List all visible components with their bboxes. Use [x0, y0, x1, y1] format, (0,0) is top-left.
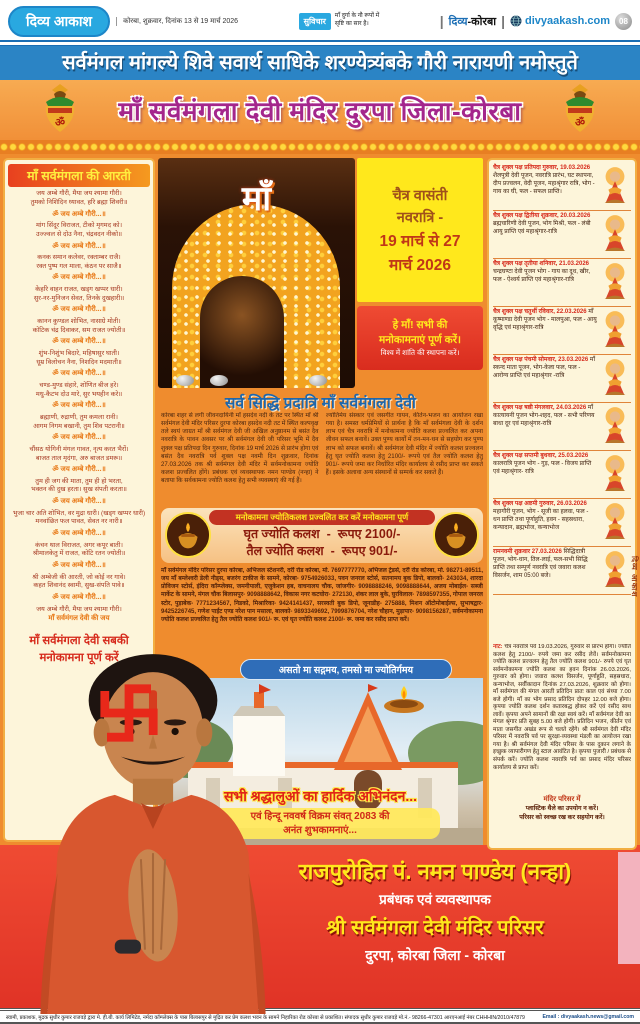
wish-line3: अनंत शुभकामनाएं... [283, 824, 357, 836]
navratri-date: 19 मार्च से 27 [379, 233, 461, 250]
offer-band: मनोकामना ज्योतिकलश प्रज्वलित कर करें मनोकामना पूर्ण [209, 510, 435, 525]
verse-line: ब्रह्माणी, रुद्राणी, तुम कमला रानी। [40, 413, 118, 421]
swastika-symbol [96, 680, 162, 751]
aarti-verse [8, 286, 150, 315]
temple-place: दुरपा, कोरबा जिला - कोरबा [365, 947, 505, 963]
edition-prefix: दिव्य [448, 15, 468, 28]
verse-line: कनक समान कलेवर, रक्ताम्बर राजै। [37, 253, 121, 261]
price-separator: - [326, 527, 331, 541]
verse-line: शुंभ-निशुंभ बिदारे, महिषासुर घाती। [38, 349, 120, 357]
note-paragraph [493, 644, 631, 792]
schedule-detail: माँ स्कन्द माता पूजन, भोग-केला फल, फल - आरोग्य प्राप्ति एवं महाश्रृंगार -रात्रि [493, 357, 596, 379]
schedule-day [493, 211, 631, 259]
schedule-date: चैत्र शुक्ल पक्ष चतुर्थी रविवार, 22.03.2026 [493, 309, 587, 315]
verse-line: मांग सिंदूर विराजत, टीको मृगमद को। [35, 221, 123, 229]
verse-line: केहरि वाहन राजत, खड्ग खप्पर धारी। [35, 285, 123, 293]
wish-line: मनोकामनाएं पूर्ण करें। [379, 334, 461, 346]
deity-illustration [599, 261, 631, 303]
newspaper-logo: दिव्य आकाश [8, 6, 110, 37]
blessing-line1: माँ सर्वमंगला देवी सबकी [29, 634, 129, 647]
article-heading: सर्व सिद्धि प्रदात्रि माँ सर्वमंगला देवी [225, 395, 416, 412]
suvichar-label: सुविचार [299, 13, 331, 30]
sanctum [200, 276, 284, 388]
svg-text:ॐ: ॐ [54, 117, 66, 129]
aarti-refrain: ॐ जय अम्बे गौरी...॥ [52, 370, 106, 378]
schedule-detail: ब्रह्मचारिणी देवी पूजन, भोग मिश्री, फल - लंबी आयु प्राप्ति एवं महाश्रृंगार-रात्रि [493, 220, 591, 235]
aarti-refrain: ॐ जय अम्बे गौरी...॥ [52, 498, 106, 506]
silver-kalash [309, 375, 327, 386]
maa-flower-text: माँ [241, 180, 272, 218]
aarti-verse [8, 510, 150, 539]
aarti-refrain: ॐ जय अम्बे गौरी...॥ [52, 466, 106, 474]
schedule-detail: माँ कूष्माण्डा देवी पूजन भोग - मालपुआ, फल - आयु वृद्धि एवं महाश्रृंगार-रात्रि [493, 309, 597, 331]
priest-role: प्रबंधक एवं व्यवस्थापक [379, 892, 491, 907]
navratri-date: मार्च 2026 [389, 257, 451, 274]
closing-line: जय अम्बे गौरी, मैया जय श्यामा गौरी। [36, 605, 122, 613]
website-text: divyaakash.com [525, 15, 610, 27]
aarti-verse [8, 254, 150, 283]
masthead [0, 80, 640, 140]
verse-line: रक्त पुष्प गल माला, कंठन पर साजै॥ [36, 262, 122, 270]
priest-name: राजपुरोहित पं. नमन पाण्डेय (नन्हा) [298, 859, 572, 884]
schedule-date: चैत्र शुक्ल पक्ष तृतीया शनिवार, 21.03.2026 [493, 261, 590, 267]
kalash-icon [558, 84, 602, 136]
kalash-offer [161, 508, 483, 563]
schedule-detail: शैलपुत्री देवी पूजन, नवरात्रि प्रारंभ, घट स्थापना, दीप प्रज्वलन, वेदी पूजन, महाश्रृंगार रात्रि, भोग - गाय का घी, फल - सफल प्राप्ति। [493, 172, 595, 195]
schedule-panel [487, 158, 637, 850]
deity-illustration [599, 453, 631, 495]
deity-illustration [599, 309, 631, 351]
price-label: तैल ज्योति कलश [246, 543, 324, 558]
note-label: नोट: [493, 644, 503, 650]
schedule-day-text [493, 357, 597, 399]
schedule-date: चैत्र शुक्ल पक्ष अष्टमी गुरुवार, 26.03.2026 [493, 501, 587, 507]
wish-line2: एवं हिन्दू नववर्ष विक्रम संवत् 2083 की [250, 811, 390, 822]
navratri-line: चैत्र वासंती [392, 188, 448, 204]
suvichar-text [335, 13, 379, 29]
schedule-detail: कालरात्रि पूजन भोग - गुड़, फल - विजय प्राप्ति एवं महाश्रृंगार- रात्रि [493, 460, 592, 475]
contact-list: माँ सर्वमंगल मंदिर परिसर दुरपा कोरबा, अभिजल स्टेशनरी, दर्री रोड कोरबा, मो. 7697777770, अभिजल ट्रेडर्स, दर्री रोड कोरबा, मो. 98271-89511, जय माँ बम्लेश्वरी डेली नीड्स, बजरंग टाकीज के सामने, कोरबा- 9754926033, पवन जनरल स्टोर्स, सतनामय बुक डिपो, बालको- 243034, शारदा प्रोविजन स्टोर्स, इंदिरा कॉम्प्लेक्स, जमनीपाली, एजुकेशन हब, वाचनालय चौक, जांजगीर- 9098888246, 9098888644, अजय मोबाईल- सब्जी मार्केट के सामने, मंगल चौक बिलासपुर- 9098888642, विकास नगर कटघोरा- 272130, शंकर लाल बुके, घुरविलाल- 7898597355, गोपाल जनरल स्टोर, पुड़ाबेक- 7771234567, निडको, मिश्रारिका- 9424141437, सरस्वती बुक डिपो, जूनाडीह- 275888, मिशन ऑटोमोबाईल्स, सुभाषद्वार- 9425226745, गणेश पाईंट एण्ड नरेश पान मसाला, बालको- 9893349692, 7999876704, नरेश चौहान, मुड़ापार- 9098156287, सर्वमनोकामना ज्योति कलश प्रज्वलित हेतु तैल ज्योति कलश 901/- रू. एवं घृत ज्योति कलश 2100/- रू. जमा कर रसीद प्राप्त करें। [161, 568, 483, 623]
separator: | [439, 13, 444, 29]
blessing-line2: मनोकामना पूर्ण करें [39, 652, 119, 665]
verse-line: चण्ड-मुण्ड संहारे, शोणित बीज हरे। [39, 381, 119, 389]
aarti-refrain: ॐ जय अम्बे गौरी...॥ [52, 338, 106, 346]
schedule-day-text [493, 309, 597, 351]
aarti-refrain: ॐ जय अम्बे गौरी...॥ [52, 274, 106, 282]
aarti-verses [8, 190, 150, 603]
aarti-refrain: ॐ जय अम्बे गौरी...॥ [52, 210, 106, 218]
aarti-refrain: ॐ जय अम्बे गौरी...॥ [52, 402, 106, 410]
verse-line: कानन कुण्डल शोभित, नासाग्रे मोती। [37, 317, 121, 325]
schedule-day-text [493, 501, 597, 543]
premises-title: मंदिर परिसर में [543, 796, 581, 803]
aarti-verse [8, 190, 150, 219]
aarti-verse [8, 382, 150, 411]
aarti-refrain: ॐ जय अम्बे गौरी...॥ [52, 594, 106, 602]
diya-icon [380, 684, 428, 714]
schedule-day-text [493, 453, 597, 495]
page-header [0, 4, 640, 38]
deity-photo [158, 158, 355, 388]
verse-line: सुर-नर-मुनिजन सेवत, तिनके दुखहारी॥ [33, 294, 125, 302]
deity-illustration [599, 165, 631, 207]
aarti-refrain: ॐ जय अम्बे गौरी...॥ [52, 306, 106, 314]
aarti-closing [8, 606, 150, 624]
schedule-day-text [493, 213, 597, 255]
schedule-date: चैत्र शुक्ल पक्ष पंचमी सोमवार, 23.03.2026 [493, 357, 589, 363]
schedule-date: रामनवमी शुक्रवार 27.03.2026 [493, 549, 562, 555]
verse-line: तुमको निशिदिन ध्यावत, हरि ब्रह्मा शिवरी॥ [30, 198, 128, 206]
premises-rules [493, 795, 631, 823]
deity-illustration [599, 357, 631, 399]
website-link[interactable] [510, 15, 610, 27]
verse-line: कहत शिवानंद स्वामी, सुख-संपति पावे॥ [33, 582, 125, 590]
aarti-verse [8, 222, 150, 251]
article-column-1: कोरबा शहर से लगी जीवनदायिनी माँ हसदेव नदी के तट पर स्थित माँ श्री सर्वमंगल देवी मंदिर परिसर दुरपा कोरबा हसदेव नदी तट में स्थित कल्पवृक्ष तले स्वयं जाग्रत माँ श्री सर्वमंगल देवी जी अखिल अनुष्ठानम से बसंत दैव नवरात्रि के पावन अवसर पर श्री सर्वमंगल देवी जी परिसर भूमि में दैव शुक्ल पक्ष प्रतिपदा दिन गुरुवार, दिनांक 19 मार्च 2026 से प्रारंभ होगा एवं बसंत दैव नवरात्रि पर्व शुक्ल पक्ष नवमी दिन शुक्रवार, दिनांक 27.03.2026 तक श्री सर्वमंगल देवी मंदिर में सर्वमनोकामना ज्योति कलश प्रज्वलित होंगे। प्रबंधक एवं व्यवस्थापक नमन पाण्डेय (नन्हा) ने बताया कि सर्वकामना ज्योति कलश हेतु सभी व्यवस्थाएं की गई हैं। [161, 412, 319, 485]
aarti-refrain: ॐ जय अम्बे गौरी...॥ [52, 562, 106, 570]
verse-line: जय अम्बे गौरी, मैया जय श्यामा गौरी। [36, 190, 122, 197]
aarti-verse [8, 574, 150, 603]
premises-rule-1: प्लास्टिक थैले का उपयोग न करें। [525, 805, 599, 812]
marigold-garland [0, 140, 640, 154]
imprint-text: स्वामी, प्रकाशक, मुद्रक सुधीर कुमार राजवड़े द्वारा मे. ही.बी. कार्य लिमिटेड, नर्मदा कॉम्प्लेक्स के पास बिलासपुर से मुद्रित कर प्रेम कलश भवन के सामने निहारिका रोड कोरबा से प्रकाशित। संपादक सुधीर कुमार राजवड़े मो.नं.- 98266-47301 आरएनआई नंबर CHHHIN/2010/47879 [6, 1014, 525, 1021]
wish-line: विश्व में शांति की स्थापना करें। [380, 348, 460, 357]
navratri-schedule [493, 163, 631, 641]
schedule-date: चैत्र शुक्ल पक्ष प्रतिपदा गुरुवार, 19.03.2026 [493, 165, 591, 171]
verse-line: मनवांछित फल पावत, सेवत नर नारी॥ [35, 518, 123, 526]
schedule-date: चैत्र शुक्ल पक्ष द्वितीया शुक्रवार, 20.03.2026 [493, 213, 591, 219]
article-column-2: ज्योतिर्मय संस्कार एवं जसगीत गायन, कीर्तन-भजन का आयोजन रखा गया है। समस्त धर्मप्रेमियों से प्रार्थना है कि माँ सर्वमंगला देवी के दर्शन लाभ एवं चैत्र नवरात्रि में मनोकामना ज्योति कलश प्रज्वलित कर अपना जीवन सफल बनावें। उक्त पुण्य कार्यों में तन-मन-धन से सहयोग कर पुण्य लाभ को सफल बनावें। श्री सर्वमंगल देवी मंदिर में ज्योति कलश प्रज्वलन हेतु घृत ज्योति कलश हेतु 2100/- रूपये एवं तैल ज्योति कलश हेतु 901/- रूपये जमा कर निर्धारित मंदिर कार्यालय से रसीद प्राप्त कर सकते हैं। इसके अलावा अन्य संस्थानों से सम्पर्क कर सकते हैं। [325, 412, 483, 477]
temple-name: श्री सर्वमंगला देवी मंदिर परिसर [326, 917, 544, 939]
svg-text:ॐ: ॐ [574, 117, 586, 129]
verse-line: मधु-कैटभ दोउ मारे, सुर भयहीन करे॥ [35, 390, 123, 398]
wish-box [357, 306, 483, 370]
verse-line: धूम्र विलोचन नैना, निशदिन मदमाती॥ [36, 358, 122, 366]
schedule-day [493, 355, 631, 403]
schedule-detail: चन्द्रघण्टा देवी पूजन भोग - गाय का दूध, खीर, फल - ऐश्वर्य प्राप्ति एवं महाश्रृंगार-रात्रि [493, 268, 591, 283]
deity-illustration [599, 549, 631, 591]
edition-suffix: -कोरबा [467, 15, 497, 28]
page-number-badge: 08 [615, 13, 632, 30]
schedule-day [493, 499, 631, 547]
aarti-refrain: ॐ जय अम्बे गौरी...॥ [52, 434, 106, 442]
welcome-heading: सभी श्रद्धालुओं का हार्दिक अभिनंदन... [223, 788, 418, 804]
price-value: रूपए 901/- [341, 543, 398, 558]
schedule-day [493, 307, 631, 355]
schedule-date: चैत्र शुक्ल पक्ष सप्तमी बुधवार, 25.03.2026 [493, 453, 589, 459]
aarti-verse [8, 478, 150, 507]
aarti-refrain: ॐ जय अम्बे गौरी...॥ [52, 242, 106, 250]
aarti-verse [8, 542, 150, 571]
aarti-verse [8, 318, 150, 347]
kalash-photo [165, 512, 211, 558]
schedule-day [493, 259, 631, 307]
kalash-icon [38, 84, 82, 136]
article-body [161, 412, 483, 504]
aarti-verse [8, 414, 150, 443]
price-label: घृत ज्योति कलश [243, 527, 320, 541]
silver-kalash [210, 375, 228, 386]
shloka-banner: सर्वमंगल मांगल्ये शिवे सवार्थ साधिके शरण्येत्र्यंबके गौरी नारायणी नमोस्तुते [0, 46, 640, 80]
schedule-detail: महागौरी पूजन, भोग - सूजी का हलवा, फल - धन प्राप्ति तथा पूर्णाहुति, हवन - सहस्रधारा, कन्यादान, ब्रह्मभोज, कन्याभोज [493, 508, 589, 531]
aarti-verse [8, 446, 150, 475]
schedule-detail: माँ कात्यायनी पूजन भोग-शहद, फल - सभी परिणय बाधा दूर एवं महाश्रृंगार-रात्रि [493, 405, 595, 427]
schedule-date: चैत्र शुक्ल पक्ष षष्ठी मंगलवार, 24.03.2026 [493, 405, 587, 411]
wish-line: हे माँ! सभी की [392, 319, 448, 331]
verse-line: भुजा चार अति शोभित, वर मुद्रा धारी। (खड्ग खप्पर धारी) [12, 509, 146, 517]
schedule-day-text [493, 261, 597, 303]
verse-line: श्री अम्बेजी की आरती, जो कोई नर गावे। [32, 573, 126, 581]
schedule-day-text [493, 549, 597, 591]
edition-name [449, 14, 496, 29]
verse-line: उज्ज्वल से दोउ नैना, चंद्रवदन नीको॥ [36, 230, 122, 238]
side-credit: दिव्य आकाश [630, 556, 639, 598]
note-text: चैत्र नवरात्रि पर्व 19.03.2026, गुरुवार से प्रारंभ होगा। ज्योति कलश हेतु 2100/- रुपये जमा कर रसीद लेवें। सर्वमनोकामना ज्योति कलश प्रज्वलन हेतु तैल ज्योति कलश 901/- रुपये एवं घृत सर्वमनोकामना ज्योति कलश का हवन दिनांक 26.03.2026, गुरुवार को होगा। जवारा कलश विसर्जन, पूर्णाहुति, सहस्रधारा, कन्याभोज, सर्वीकादान दिनांक 27.03.2026, शुक्रवार को होगा। माँ सर्वमंगल की मंगल आरती प्रतिदिन प्रातः काल एवं संध्या 7.00 बजे होगी। माँ का भोग प्रसाद प्रतिदिन दोपहर 12.00 बजे होगा। कृपया ज्योति कलश दर्शन कतारबद्ध होकर करें एवं रसीद साथ लावें। कृपया अपने सामानों की रक्षा स्वयं करें। माँ सर्वमंगल देवी का मंगल श्रृंगार प्रति सुबह 5.00 बजे होगी। प्रतिदिन भजन, कीर्तन एवं माता जसगीत अखंड रूप से चलते रहेंगे। श्री सर्वमंगल देवी मंदिर परिसर में नवरात्रि पर्व पर सुरक्षा-व्यवस्था मंडली का आयोजन रखा गया है। श्री सर्वमंगल देवी मंदिर परिसर के पास दुकान लगाने के इच्छुक व्यापारीगण हेतु स्टाल आवंटित है। कृपया पुजारी / प्रबंधक से संपर्क करें। ज्योति कलश नवरात्रि पर्व का प्रसाद मंदिर परिसर कार्यालय से प्राप्त करें। [493, 644, 631, 771]
aarti-verse [8, 350, 150, 379]
deity-illustration [599, 213, 631, 255]
verse-line: कोटिक चंद्र दिवाकर, सम राजत ज्योती॥ [32, 326, 126, 334]
verse-line: भक्तन की दुख हरता। सुख संपती करता॥ [31, 486, 127, 494]
deity-illustration [599, 405, 631, 447]
verse-line: तुम ही जग की माता, तुम ही हो भरता, [35, 477, 123, 485]
edition-block [440, 13, 632, 30]
page-title: माँ सर्वमंगला देवी मंदिर दुरपा जिला-कोरबा [118, 96, 522, 126]
kalash-photo [433, 512, 479, 558]
separator: | [501, 13, 505, 29]
schedule-detail: सिद्धिदात्री पूजन, भोग-धान, तिल-लाई, फल-सभी सिद्धि प्राप्ति तथा सम्पूर्ण नवरात्रि एवं जवारा कलश विसर्जन, शाम 05:00 बजे। [493, 549, 588, 579]
mantra-pill: असतो मा सद्गमय, तमसो मा ज्योतिर्गमय [240, 659, 452, 680]
deity-illustration [599, 501, 631, 543]
verse-line: चौंसठ योगिनी मंगल गावत, नृत्य करत भैरों। [29, 445, 129, 453]
verse-line: श्रीमालकेतु में राजत, कोटि रतन ज्योती॥ [32, 550, 126, 558]
imprint-email[interactable]: Email : divyaakash.news@gmail.com [542, 1013, 634, 1020]
navratri-line: नवरात्रि - [396, 210, 444, 226]
aarti-title: माँ सर्वमंगला की आरती [8, 164, 150, 187]
suvichar-line1: माँ दुर्गा के नौ रूपों में [334, 13, 380, 20]
schedule-day [493, 451, 631, 499]
verse-line: कंचन थाल विराजत, अगर कपूर बाती। [35, 541, 123, 549]
price-separator: - [330, 543, 335, 558]
dateline: कोरबा, शुक्रवार, दिनांक 13 से 19 मार्च 2026 [116, 17, 238, 26]
silver-kalash [176, 375, 194, 386]
navratri-dates-box [357, 158, 483, 302]
jai-line: माँ सर्वमंगल देवी की जय [48, 615, 110, 623]
suvichar [299, 13, 380, 30]
schedule-day-text [493, 165, 597, 207]
price-value: रूपए 2100/- [337, 527, 401, 541]
globe-icon [510, 15, 522, 27]
schedule-day-text [493, 405, 597, 447]
aarti-refrain: ॐ जय अम्बे गौरी...॥ [52, 530, 106, 538]
premises-rule-2: परिसर को स्वच्छ रख कर सहयोग करें। [519, 814, 605, 822]
verse-line: आगम निगम बखानी, तुम शिव पटरानी॥ [33, 422, 125, 430]
suvichar-line2: सृष्टि का सार है। [334, 21, 369, 27]
schedule-day [493, 547, 631, 595]
schedule-day [493, 163, 631, 211]
verse-line: बाजत ताल मृदंगा, अरु बाजत डमरू॥ [35, 454, 123, 462]
schedule-day [493, 403, 631, 451]
